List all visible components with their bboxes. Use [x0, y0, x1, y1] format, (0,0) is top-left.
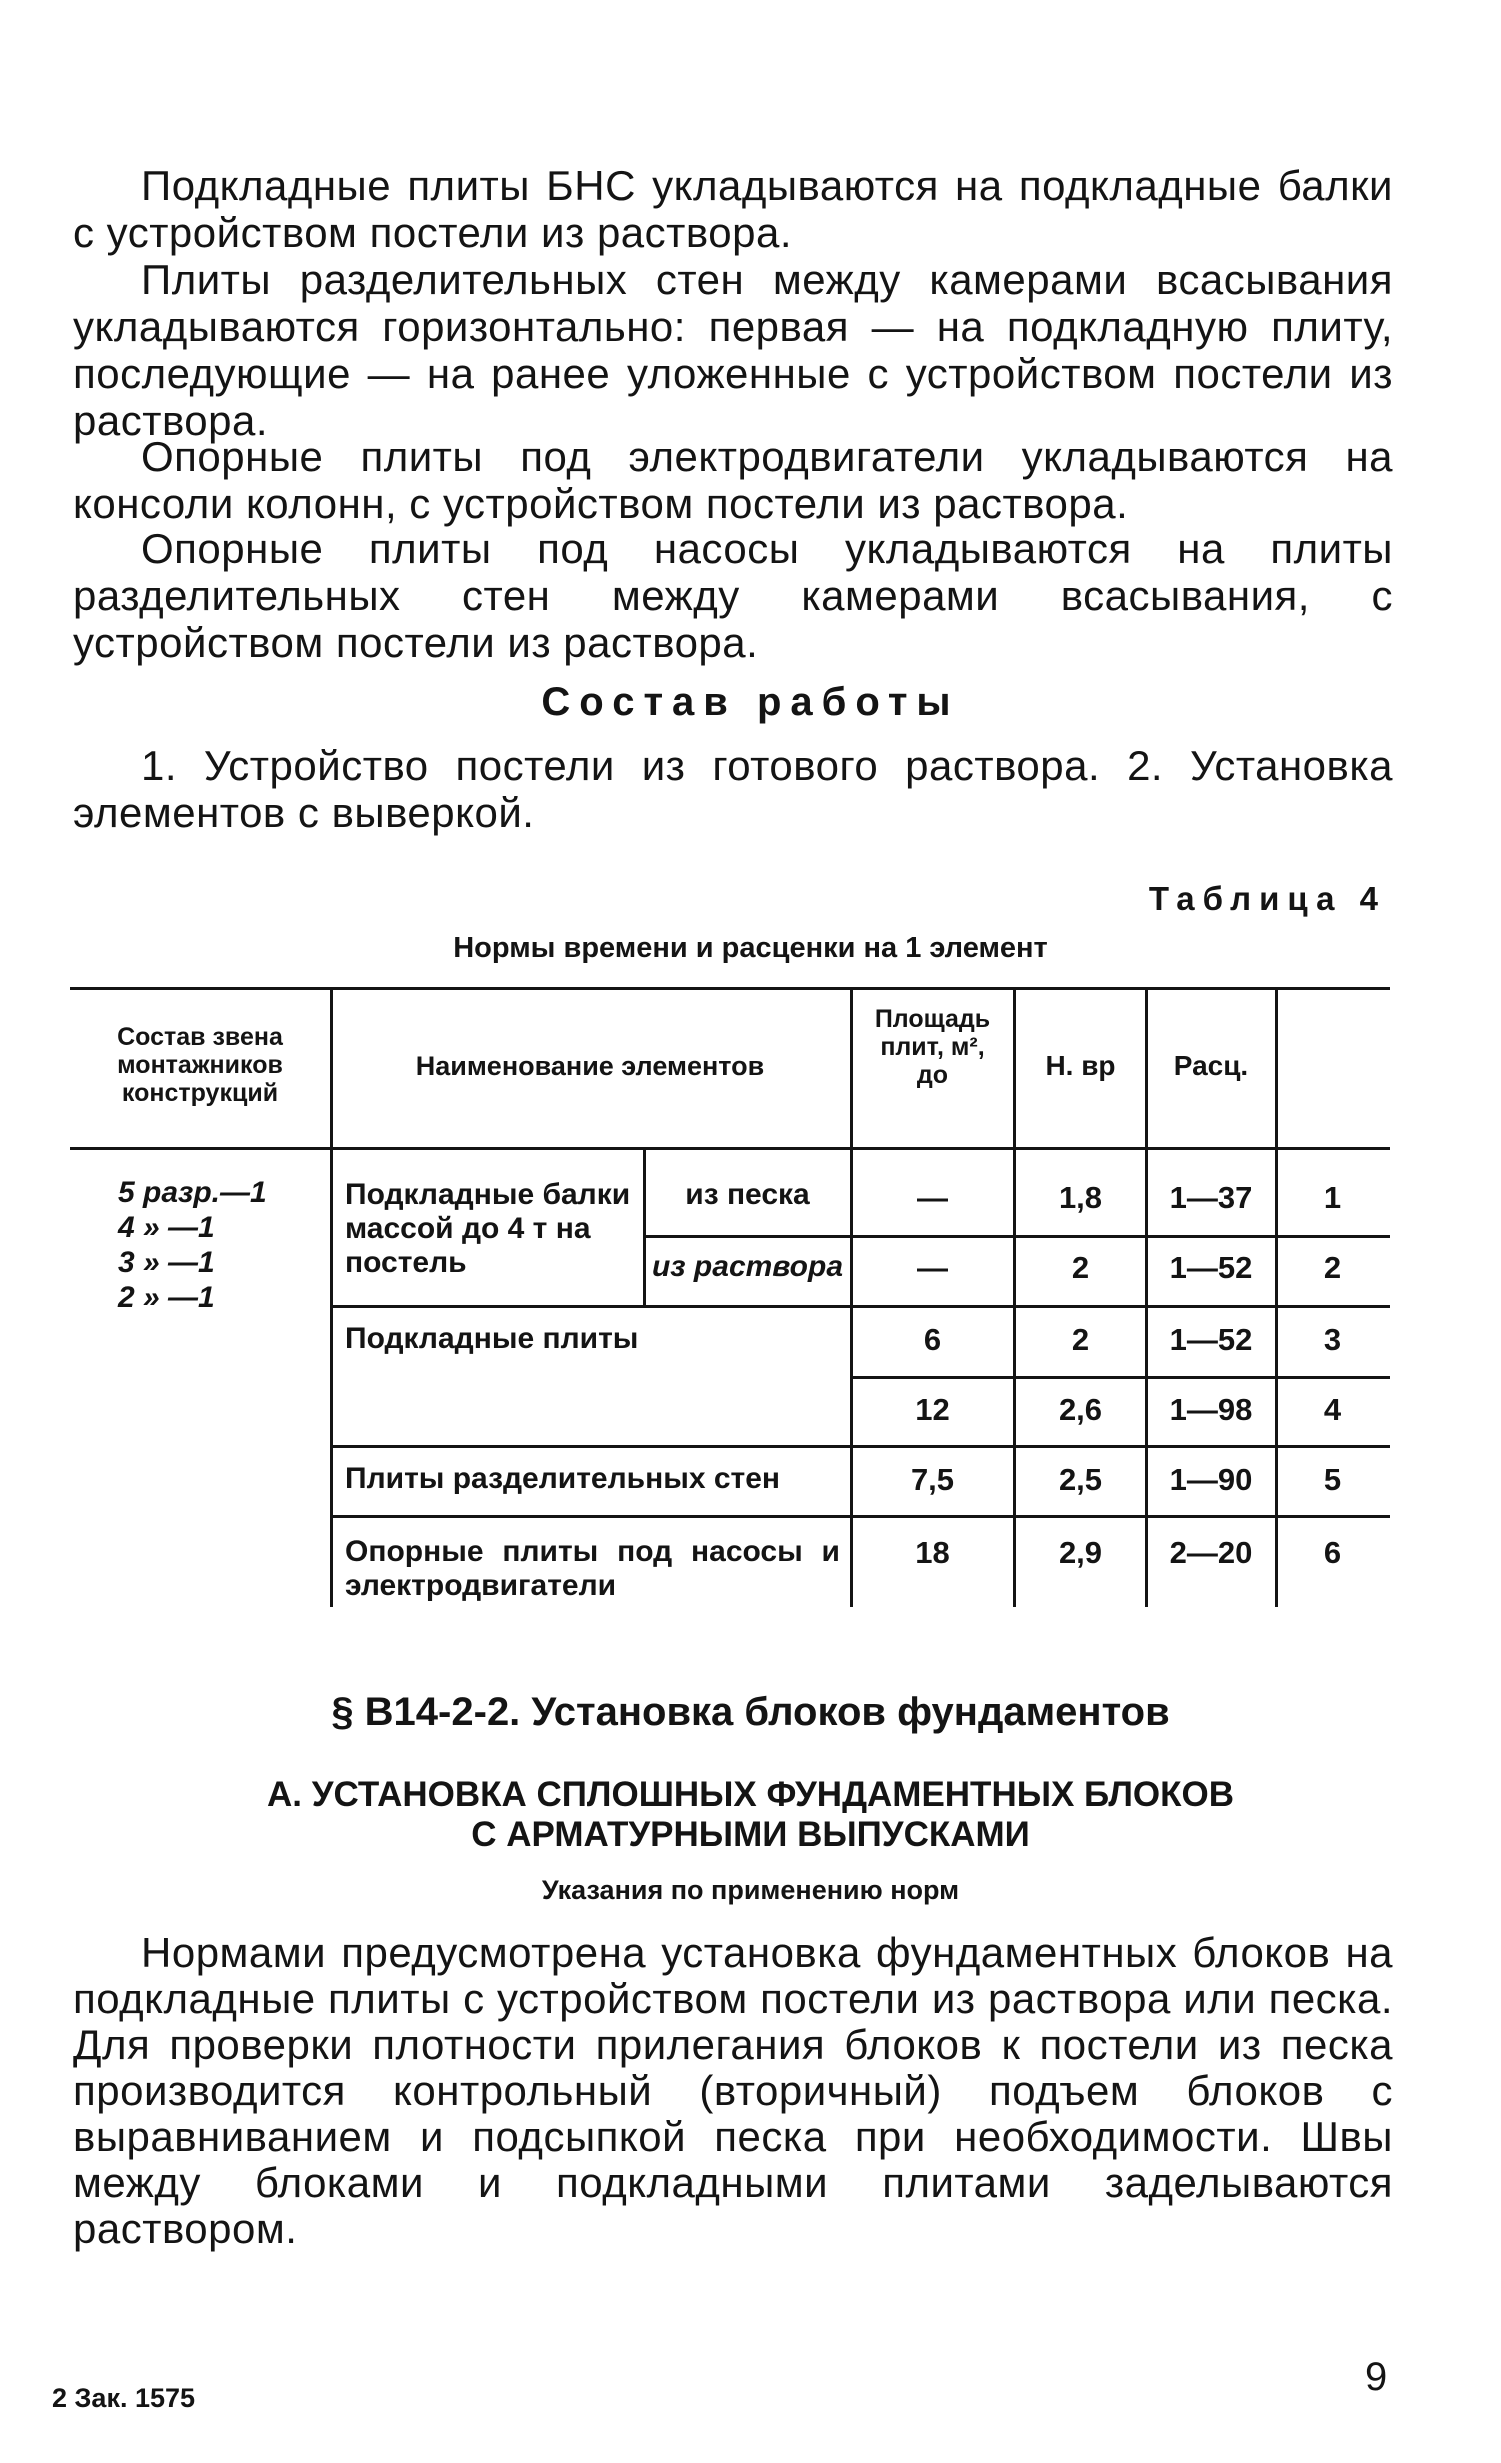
row6-area: 18 [915, 1535, 950, 1570]
col-rule-5 [1275, 987, 1278, 1607]
header-name: Наименование элементов [415, 1051, 765, 1081]
crew-line: 5 разр.—1 [118, 1176, 267, 1209]
table-header-rule [70, 1147, 1390, 1150]
row5-name: Плиты разделительных стен [345, 1462, 781, 1495]
row3-rasc: 1—52 [1169, 1322, 1253, 1357]
row-rule-2 [330, 1305, 1390, 1308]
row2-idx: 2 [1323, 1250, 1342, 1285]
row6-idx: 6 [1323, 1535, 1342, 1570]
row6-name: Опорные плиты под насосы и электродвигатели [345, 1535, 840, 1602]
row6-nvr: 2,9 [1058, 1535, 1103, 1570]
col-rule-2 [850, 987, 853, 1607]
header-rasc: Расц. [1173, 1050, 1249, 1081]
row4-idx: 4 [1323, 1392, 1342, 1427]
row1-rasc: 1—37 [1169, 1180, 1253, 1215]
row-rule-3 [850, 1376, 1390, 1379]
paragraph-motor-plates: Опорные плиты под электродвигатели укладываются на консоли колонн, с устройством постели из раствора. [73, 433, 1393, 527]
row-rule-5 [330, 1515, 1390, 1518]
row-rule-1 [643, 1235, 1390, 1238]
row5-idx: 5 [1323, 1462, 1342, 1497]
col-rule-4 [1145, 987, 1148, 1607]
crew-line: 4 » —1 [118, 1211, 215, 1244]
row5-area: 7,5 [910, 1462, 955, 1497]
section-title: § В14-2-2. Установка блоков фундаментов [331, 1690, 1170, 1734]
row5-nvr: 2,5 [1058, 1462, 1103, 1497]
row5-rasc: 1—90 [1169, 1462, 1253, 1497]
footer-order-number: 2 Зак. 1575 [52, 2383, 196, 2413]
header-area: Площадь плит, м², до [874, 1005, 991, 1089]
row2-nvr: 2 [1071, 1250, 1090, 1285]
work-heading: Состав работы [541, 680, 960, 724]
subsection-title-line-1: А. УСТАНОВКА СПЛОШНЫХ ФУНДАМЕНТНЫХ БЛОКОВ [267, 1775, 1234, 1814]
paragraph-bns-plates: Подкладные плиты БНС укладываются на подкладные балки с устройством постели из раствора. [73, 162, 1393, 256]
row-beams-name: Подкладные балки массой до 4 т на постель [345, 1178, 631, 1279]
crew-line: 3 » —1 [118, 1246, 215, 1279]
notes-title: Указания по применению норм [541, 1875, 960, 1905]
col-rule-sub [643, 1147, 646, 1305]
col-rule-3 [1013, 987, 1016, 1607]
row1-idx: 1 [1323, 1180, 1342, 1215]
crew-list [118, 1175, 318, 1315]
subsection-title-line-2: С АРМАТУРНЫМИ ВЫПУСКАМИ [471, 1815, 1030, 1854]
row2-area: — [917, 1250, 948, 1285]
row3-area: 6 [923, 1322, 942, 1357]
paragraph-partition-plates: Плиты разделительных стен между камерами всасывания укладываются горизонтально: первая — на подкладную плиту, последующие — на ранее уложенные с устройством постели из раствора. [73, 256, 1393, 444]
row2-rasc: 1—52 [1169, 1250, 1253, 1285]
row3-idx: 3 [1323, 1322, 1342, 1357]
row2-sub: из раствора [651, 1250, 844, 1283]
table-top-rule [70, 987, 1390, 990]
row6-rasc: 2—20 [1169, 1535, 1253, 1570]
paragraph-pump-plates: Опорные плиты под насосы укладываются на плиты разделительных стен между камерами всасывания, с устройством постели из раствора. [73, 525, 1393, 666]
row1-area: — [917, 1180, 948, 1215]
row-rule-4 [330, 1445, 1390, 1448]
crew-line: 2 » —1 [118, 1281, 215, 1314]
table-caption: Нормы времени и расценки на 1 элемент [453, 932, 1048, 964]
row4-rasc: 1—98 [1169, 1392, 1253, 1427]
header-nvr: Н. вр [1045, 1050, 1116, 1081]
row4-area: 12 [915, 1392, 950, 1427]
row1-nvr: 1,8 [1058, 1180, 1103, 1215]
row4-nvr: 2,6 [1058, 1392, 1103, 1427]
page-number: 9 [1365, 2355, 1388, 2399]
row3-name: Подкладные плиты [345, 1322, 639, 1355]
col-rule-1 [330, 987, 333, 1607]
table-label: Таблица 4 [1148, 880, 1386, 917]
row3-nvr: 2 [1071, 1322, 1090, 1357]
header-crew: Состав звена монтажников конструкций [117, 1023, 283, 1107]
work-text: 1. Устройство постели из готового раствора. 2. Установка элементов с выверкой. [73, 742, 1393, 836]
row1-sub: из песка [685, 1178, 810, 1211]
bottom-paragraph: Нормами предусмотрена установка фундаментных блоков на подкладные плиты с устройством постели из раствора или песка. Для проверки плотности прилегания блоков к постели из песка производится контрольный (вторичный) подъем блоков с выравниванием и подсыпкой песка при необходимости. Швы между блоками и подкладными плитами заделываются раствором. [73, 1929, 1393, 2252]
